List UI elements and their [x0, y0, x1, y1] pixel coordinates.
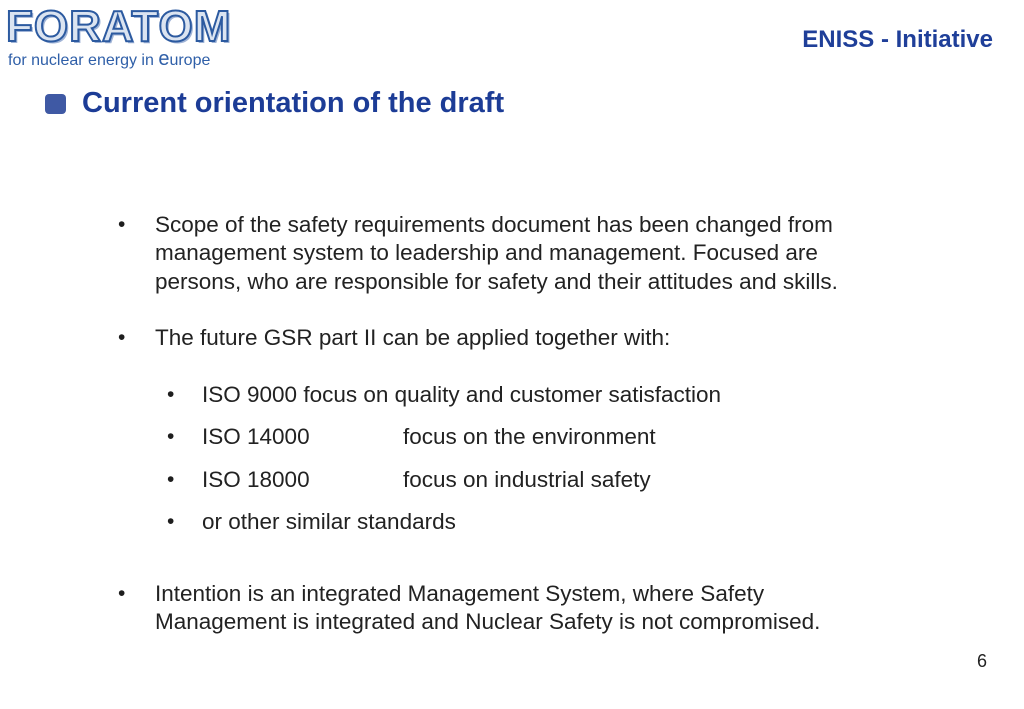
standard-iso-14000: ISO 14000: [202, 424, 310, 449]
page-number: 6: [976, 651, 987, 671]
standard-iso-14000-focus: focus on the environment: [403, 424, 656, 449]
bullet-marker: •: [118, 582, 126, 605]
initiative-label: ENISS - Initiative: [802, 26, 993, 53]
bullet-marker: •: [118, 213, 126, 236]
logo-tagline-suffix: urope: [169, 52, 211, 69]
sub-bullet-marker: •: [167, 510, 175, 533]
logo-tagline-e: e: [158, 48, 170, 70]
standard-iso-18000-focus: focus on industrial safety: [403, 467, 651, 492]
logo-wordmark: FORATOM: [6, 2, 232, 51]
bullet-marker: •: [118, 326, 126, 349]
bullet-text-gsr: The future GSR part II can be applied together with:: [155, 325, 671, 350]
sub-bullet-marker: •: [167, 383, 175, 406]
sub-bullet-marker: •: [167, 468, 175, 491]
sub-bullet-marker: •: [167, 425, 175, 448]
standard-other: or other similar standards: [202, 509, 456, 534]
standard-iso-18000: ISO 18000: [202, 467, 310, 492]
standard-iso-9000: ISO 9000 focus on quality and customer satisfaction: [202, 382, 722, 407]
bullet-text-intention: Intention is an integrated Management System, where Safety Management is integrated and Nuclear Safety is not compromised.: [155, 581, 821, 635]
logo-tagline-prefix: for nuclear energy in: [8, 52, 159, 69]
slide-title: Current orientation of the draft: [82, 87, 505, 119]
bullet-text-scope: Scope of the safety requirements document has been changed from management system to leadership and management. Focused are persons, who are responsible for safety and their attitudes and skills.: [155, 212, 838, 294]
